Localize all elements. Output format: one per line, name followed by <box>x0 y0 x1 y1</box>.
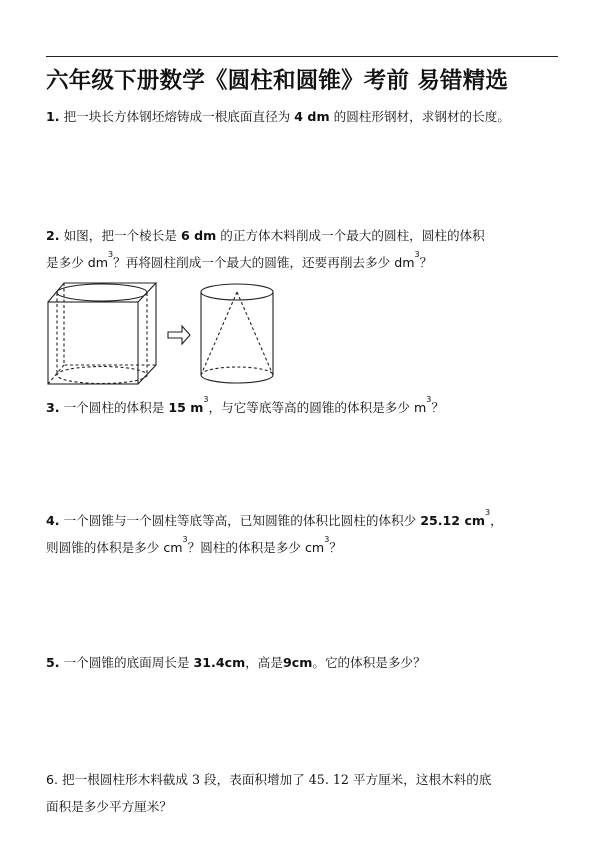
question-6 <box>46 766 566 820</box>
cube-hidden-edges <box>64 283 156 365</box>
question-value: 6 dm <box>180 228 217 243</box>
question-text: ？圆柱的体积是多少 cm <box>187 540 325 555</box>
page-title: 六年级下册数学《圆柱和圆锥》考前 易错精选 <box>46 68 509 94</box>
question-text: ？ <box>419 255 433 270</box>
question-text: 的正方体木料削成一个最大的圆柱，圆柱的体积 <box>220 228 485 243</box>
superscript: 3 <box>414 250 420 259</box>
question-text: 一个圆柱的体积是 <box>63 400 165 415</box>
cylinder-bottom-ellipse <box>57 367 147 384</box>
question-4 <box>46 507 566 561</box>
question-text: ，与它等底等高的圆锥的体积是多少 m <box>208 400 427 415</box>
question-text: 是多少 dm <box>46 255 109 270</box>
question-text: 的圆柱形钢材，求钢材的长度。 <box>333 109 510 124</box>
question-5 <box>46 649 566 676</box>
superscript: 3 <box>182 535 188 544</box>
transform-arrow-icon <box>168 326 190 344</box>
question-2 <box>46 222 566 276</box>
question-text: ？ <box>431 400 444 415</box>
cube-hidden-edge <box>48 365 64 384</box>
question-number: 4. <box>46 513 60 528</box>
question-value: 31.4cm <box>193 655 246 670</box>
question-number: 1. <box>46 109 60 124</box>
question-text: 如图，把一个棱长是 <box>63 228 177 243</box>
superscript: 3 <box>426 395 432 404</box>
right-cylinder-bottom-back-arc <box>201 367 273 375</box>
question-text: 则圆锥的体积是多少 cm <box>46 540 183 555</box>
question-number: 3. <box>46 400 60 415</box>
question-line <box>46 507 566 534</box>
question-number: 6. <box>46 772 59 787</box>
question-value: 45. 12 <box>308 772 349 787</box>
question-value: 15 m <box>168 400 204 415</box>
question-line <box>46 249 566 276</box>
question-text: 。它的体积是多少？ <box>312 655 426 670</box>
question-text: ， <box>490 513 503 528</box>
superscript: 3 <box>108 250 114 259</box>
question-text: ，高是 <box>245 655 283 670</box>
question-text: 平方厘米，这根木料的底 <box>352 772 492 787</box>
question-line <box>46 222 566 249</box>
question-3 <box>46 394 566 421</box>
cylinder-top-ellipse <box>57 284 147 301</box>
question-line <box>46 766 566 793</box>
question-value: 9cm <box>282 655 313 670</box>
superscript: 3 <box>203 395 209 404</box>
question-value: 25.12 cm <box>420 513 486 528</box>
question-value: 4 dm <box>294 109 330 124</box>
question-text: 把一块长方体钢坯熔铸成一根底面直径为 <box>63 109 291 124</box>
cone-right-edge <box>237 292 273 375</box>
question-text: 段，表面积增加了 <box>204 772 305 787</box>
question-1 <box>46 103 566 130</box>
question-text: 一个圆锥的底面周长是 <box>63 655 190 670</box>
question-text: 把一根圆柱形木料截成 <box>62 772 188 787</box>
right-cylinder-bottom-front-arc <box>201 375 273 383</box>
cone-left-edge <box>201 292 237 375</box>
question-number: 5. <box>46 655 60 670</box>
top-rule <box>46 56 558 57</box>
cube-cylinder-cone-diagram <box>44 280 278 388</box>
question-line <box>46 534 566 561</box>
question-line: 面积是多少平方厘米？ <box>46 799 172 814</box>
superscript: 3 <box>324 535 330 544</box>
question-text: ？再将圆柱削成一个最大的圆锥，还要再削去多少 dm <box>113 255 415 270</box>
question-text: 一个圆锥与一个圆柱等底等高，已知圆锥的体积比圆柱的体积少 <box>63 513 417 528</box>
question-number: 2. <box>46 228 60 243</box>
superscript: 3 <box>485 508 491 517</box>
question-text: ？ <box>329 540 342 555</box>
question-value: 3 <box>192 772 201 787</box>
